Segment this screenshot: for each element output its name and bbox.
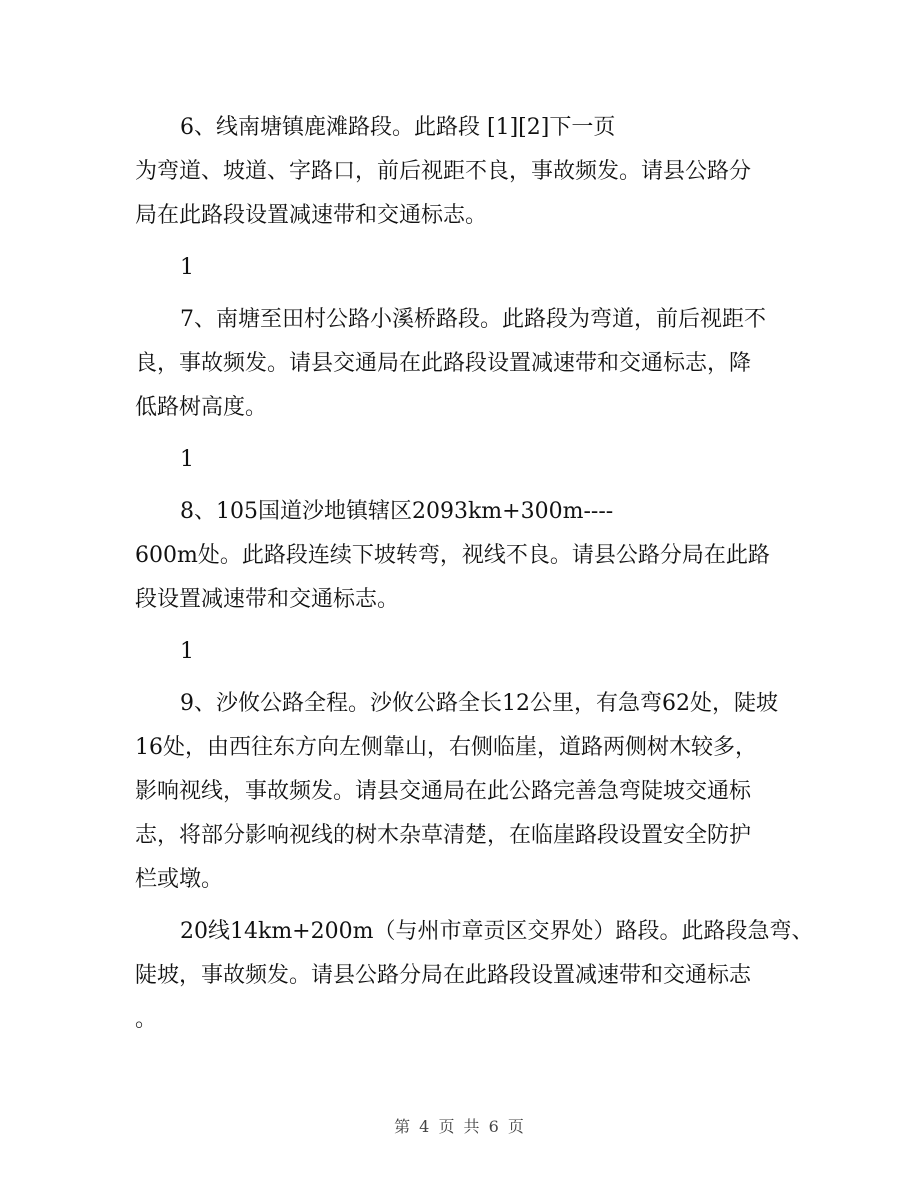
paragraph-line: 低路树高度。 xyxy=(135,395,268,420)
document-body xyxy=(135,106,814,1050)
paragraph-line: 16处，由西往东方向左侧靠山，右侧临崖，道路两侧树木较多， xyxy=(135,735,757,760)
paragraph-line: 陡坡，事故频发。请县公路分局在此路段设置减速带和交通标志 xyxy=(135,963,752,988)
paragraph-line: 1 xyxy=(180,447,194,472)
paragraph-line: 良，事故频发。请县交通局在此路段设置减速带和交通标志，降 xyxy=(135,351,752,376)
paragraph-line: 栏或墩。 xyxy=(135,867,224,892)
paragraph-6 xyxy=(135,106,785,238)
paragraph-line: 20线14km+200m（与州市章贡区交界处）路段。此路段急弯、 xyxy=(180,919,814,944)
paragraph-line: 局在此路段设置减速带和交通标志。 xyxy=(135,203,488,228)
paragraph-count-3 xyxy=(135,630,785,674)
paragraph-line: 8、105国道沙地镇辖区2093km+300m---- xyxy=(180,499,614,524)
paragraph-line: 7、南塘至田村公路小溪桥路段。此路段为弯道，前后视距不 xyxy=(180,307,766,332)
paragraph-count-1 xyxy=(135,246,785,290)
page-footer: 第 4 页 共 6 页 xyxy=(394,1117,526,1136)
paragraph-7 xyxy=(135,298,785,430)
paragraph-line: 影响视线，事故频发。请县交通局在此公路完善急弯陡坡交通标 xyxy=(135,779,752,804)
paragraph-20 xyxy=(135,910,814,1042)
paragraph-8 xyxy=(135,490,785,622)
paragraph-line: 9、沙攸公路全程。沙攸公路全长12公里，有急弯62处，陡坡 xyxy=(180,691,778,716)
paragraph-count-2 xyxy=(135,438,785,482)
paragraph-line: 1 xyxy=(180,639,194,664)
paragraph-line: 6、线南塘镇鹿滩路段。此路段 [1][2]下一页 xyxy=(180,115,616,140)
paragraph-9 xyxy=(135,682,785,902)
paragraph-line: 。 xyxy=(135,1007,158,1032)
paragraph-line: 志，将部分影响视线的树木杂草清楚，在临崖路段设置安全防护 xyxy=(135,823,752,848)
paragraph-line: 为弯道、坡道、字路口，前后视距不良，事故频发。请县公路分 xyxy=(135,159,752,184)
paragraph-line: 1 xyxy=(180,255,194,280)
paragraph-line: 600m处。此路段连续下坡转弯，视线不良。请县公路分局在此路 xyxy=(135,543,770,568)
paragraph-line: 段设置减速带和交通标志。 xyxy=(135,587,400,612)
